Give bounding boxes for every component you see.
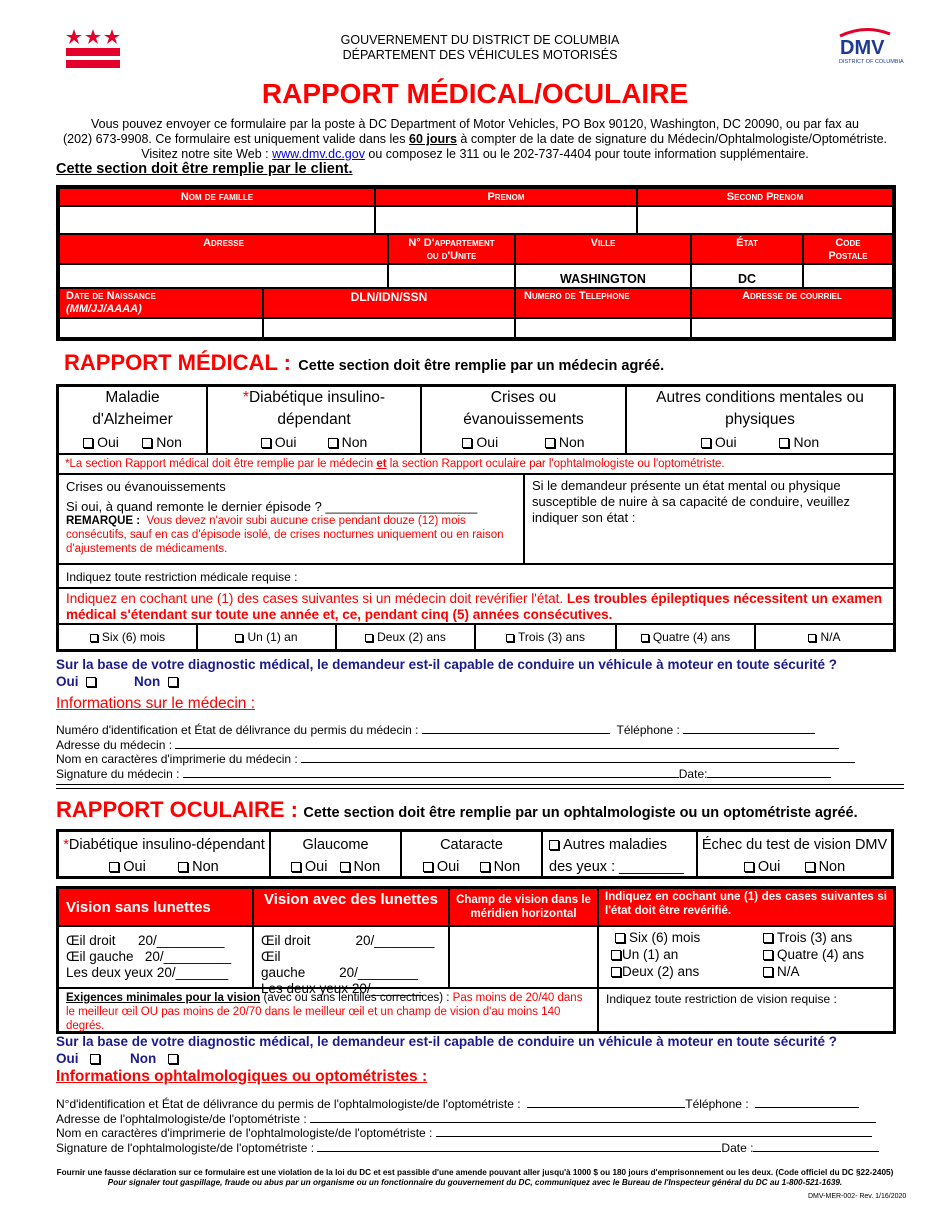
cataract-non-checkbox[interactable]: Non xyxy=(480,859,521,875)
form-id: DMV-MER-002- Rev. 1/16/2020 xyxy=(808,1193,907,1200)
state-header: État xyxy=(691,234,803,264)
other-oui-checkbox[interactable]: Oui xyxy=(701,434,737,450)
medical-safe-question: Sur la base de votre diagnostic médical, le demandeur est-il capable de conduire un véhicule à moteur en toute sécurité ? xyxy=(56,657,837,672)
diabetic-oui-checkbox[interactable]: Oui xyxy=(261,434,297,450)
vision-without-glasses-cell: Œil droit 20/_________ Œil gauche 20/_________ Les deux yeux 20/_______ xyxy=(58,926,253,988)
phone-header: Numero de Telephone xyxy=(515,288,691,318)
state-field[interactable]: DC xyxy=(691,264,803,288)
left-eye-with-field[interactable]: 20/________ xyxy=(339,965,418,980)
client-table xyxy=(56,185,896,341)
diabetic-cell: *Diabétique insulino- dépendant Oui Non xyxy=(207,386,421,454)
vision-recheck-options xyxy=(598,926,894,988)
section-divider xyxy=(56,784,904,789)
alzheimer-oui-checkbox[interactable]: Oui xyxy=(83,434,119,450)
period-na-checkbox[interactable]: N/A xyxy=(755,624,894,650)
seizure-detail-cell: Crises ou évanouissements Si oui, à quand remonte le dernier épisode ? _____________________ REMARQUE : Vous devez n'avoir subi aucune crise pendant douze (12) mois consécutifs, sauf en cas d'épisode isolé, de crises nocturnes uniquement ou en raison d'ajustements de médicaments. xyxy=(58,474,524,564)
right-eye-with-field[interactable]: 20/________ xyxy=(355,933,435,948)
optometrist-address-field[interactable] xyxy=(310,1112,876,1123)
left-eye-without-field[interactable]: 20/_________ xyxy=(144,949,232,964)
optometrist-phone-field[interactable] xyxy=(755,1097,859,1108)
doctor-info-block: Numéro d'identification et État de délivrance du permis du médecin : Téléphone : Adresse du médecin : Nom en caractères d'imprimerie du médecin : Signature du médecin : Date: xyxy=(56,723,896,781)
recheck-instructions: Indiquez en cochant une (1) des cases suivantes si un médecin doit revérifier l'état. Les troubles épileptiques nécessitent un examen médical s'étendant sur toute une année et, ce, pendant cinq (5) années consécutives. xyxy=(58,588,894,624)
recheck-period-row xyxy=(58,624,894,650)
vision-test-non-checkbox[interactable]: Non xyxy=(805,859,846,875)
gov-line-2: DÉPARTEMENT DES VÉHICULES MOTORISÉS xyxy=(342,48,618,62)
medical-note: *La section Rapport médical doit être remplie par le médecin et la section Rapport oculaire par l'ophtalmologiste ou l'optométriste. xyxy=(58,454,894,474)
optometrist-date-field[interactable] xyxy=(753,1141,879,1152)
ocular-diabetic-non-checkbox[interactable]: Non xyxy=(178,859,219,875)
diabetic-non-checkbox[interactable]: Non xyxy=(328,434,368,450)
middle-name-header: Second Prenom xyxy=(637,188,893,206)
doctor-license-field[interactable] xyxy=(422,723,610,734)
dob-field[interactable] xyxy=(59,318,263,338)
other-eye-disease-cell[interactable]: Autres maladies des yeux : ________ xyxy=(542,831,697,877)
period-three-years-checkbox[interactable]: Trois (3) ans xyxy=(475,624,616,650)
dmv-vision-test-cell: Échec du test de vision DMV Oui Non xyxy=(697,831,892,877)
zip-field[interactable] xyxy=(803,264,893,288)
middle-name-field[interactable] xyxy=(637,206,893,234)
footer-fraud-notice: Pour signaler tout gaspillage, fraude ou abus par un organisme ou un fonctionnaire du gouvernement du DC, communiquez avec le Bureau de l'Inspecteur général du DC au 1-800-521-1639. xyxy=(107,1178,843,1187)
vision-test-oui-checkbox[interactable]: Oui xyxy=(744,859,781,875)
optometrist-info-title: Informations ophtalmologiques ou optométristes : xyxy=(56,1068,428,1085)
vision-two-years-checkbox[interactable]: Deux (2) ans xyxy=(611,963,699,980)
ocular-safe-non-checkbox[interactable]: Non xyxy=(130,1051,182,1066)
intro-line-2: (202) 673-9908. Ce formulaire est uniquement valide dans les 60 jours à compter de la date de signature du Médecin/Ophtalmologiste/Optométriste. xyxy=(62,132,888,146)
other-conditions-cell: Autres conditions mentales ou physiques Oui Non xyxy=(626,386,894,454)
vision-three-years-checkbox[interactable]: Trois (3) ans xyxy=(763,929,881,946)
vision-recheck-header: Indiquez en cochant une (1) des cases suivantes si l'état doit être revérifié. xyxy=(598,888,894,926)
zip-header: Code Postale xyxy=(803,234,893,264)
intro-line-3: Visitez notre site Web : www.dmv.dc.gov ou composez le 311 ou le 202-737-4404 pour toute information supplémentaire. xyxy=(141,147,809,161)
seizures-non-checkbox[interactable]: Non xyxy=(545,434,585,450)
optometrist-name-field[interactable] xyxy=(436,1126,872,1137)
doctor-date-field[interactable] xyxy=(707,767,831,778)
ocular-safe-oui-checkbox[interactable]: Oui xyxy=(56,1051,104,1066)
page-title: RAPPORT MÉDICAL/OCULAIRE xyxy=(261,78,689,109)
ocular-diabetic-oui-checkbox[interactable]: Oui xyxy=(109,859,146,875)
vision-with-glasses-cell: Œil droit 20/________ Œil gauche 20/________ Les deux yeux 20/_______ xyxy=(253,926,449,988)
email-field[interactable] xyxy=(691,318,893,338)
optometrist-license-field[interactable] xyxy=(527,1097,685,1108)
both-eyes-without-field[interactable]: 20/_______ xyxy=(156,965,229,980)
doctor-address-field[interactable] xyxy=(175,738,839,749)
visual-field-cell[interactable] xyxy=(449,926,598,988)
optometrist-info-block: N°d'identification et État de délivrance du permis de l'ophtalmologiste/de l'optométriste : Téléphone : Adresse de l'ophtalmologiste/de l'optométriste : Nom en caractères d'imprimerie de l'ophtalmologiste/de l'optométriste : Signature de l'ophtalmologiste/de l'optométriste : Date : xyxy=(56,1097,896,1155)
vision-table xyxy=(56,886,896,1034)
dln-header: DLN/IDN/SSN xyxy=(263,288,515,318)
dmv-website-link[interactable]: www.dmv.dc.gov xyxy=(272,147,365,161)
optometrist-signature-field[interactable] xyxy=(317,1141,721,1152)
dmv-logo-subtext: DISTRICT OF COLUMBIA xyxy=(839,59,904,65)
footer-legal-notice: Fournir une fausse déclaration sur ce formulaire est une violation de la loi du DC et est passible d'une amende pouvant aller jusqu'à 1000 $ ou 180 jours d'emprisonnement ou les deux. (Code officiel du DC §22-2405) xyxy=(56,1168,894,1177)
last-episode-field[interactable]: Si oui, à quand remonte le dernier épisode ? _____________________ xyxy=(66,499,478,514)
vision-restriction-field[interactable]: Indiquez toute restriction de vision requise : xyxy=(598,988,894,1032)
dc-flag-logo xyxy=(66,28,120,70)
period-four-years-checkbox[interactable]: Quatre (4) ans xyxy=(616,624,755,650)
doctor-info-title: Informations sur le médecin : xyxy=(56,695,256,712)
address-header: Adresse xyxy=(59,234,388,264)
dmv-logo xyxy=(836,26,904,68)
doctor-phone-field[interactable] xyxy=(683,723,815,734)
cataract-oui-checkbox[interactable]: Oui xyxy=(423,859,460,875)
medical-safe-non-checkbox[interactable]: Non xyxy=(134,674,182,689)
first-name-header: Prenom xyxy=(375,188,637,206)
ocular-conditions-table xyxy=(56,829,894,879)
cataract-cell: Cataracte Oui Non xyxy=(401,831,542,877)
right-eye-without-field[interactable]: 20/_________ xyxy=(138,933,225,948)
doctor-signature-field[interactable] xyxy=(183,767,679,778)
visual-field-header: Champ de vision dans le méridien horizontal xyxy=(449,888,598,926)
address-field[interactable] xyxy=(59,264,388,288)
ocular-report-title: RAPPORT OCULAIRE : xyxy=(56,797,298,822)
ocular-diabetic-cell: *Diabétique insulino-dépendant Oui Non xyxy=(58,831,270,877)
other-non-checkbox[interactable]: Non xyxy=(779,434,819,450)
alzheimer-cell: Maladie d'Alzheimer Oui Non xyxy=(58,386,207,454)
dmv-logo-text: DMV xyxy=(840,37,885,59)
seizures-oui-checkbox[interactable]: Oui xyxy=(462,434,498,450)
doctor-name-field[interactable] xyxy=(301,752,855,763)
glaucoma-oui-checkbox[interactable]: Oui xyxy=(291,859,328,875)
client-section-title: Cette section doit être remplie par le client. xyxy=(56,161,353,177)
medical-safe-answers xyxy=(56,674,182,689)
medical-restriction-field[interactable]: Indiquez toute restriction médicale requise : xyxy=(58,564,894,588)
seizures-cell: Crises ou évanouissements Oui Non xyxy=(421,386,626,454)
vision-na-checkbox[interactable]: N/A xyxy=(763,963,881,980)
medical-report-subtitle: Cette section doit être remplie par un médecin agréé. xyxy=(298,358,665,374)
ocular-safe-question: Sur la base de votre diagnostic médical, le demandeur est-il capable de conduire un véhicule à moteur en toute sécurité ? xyxy=(56,1034,837,1049)
first-name-field[interactable] xyxy=(375,206,637,234)
ocular-report-subtitle: Cette section doit être remplie par un ophtalmologiste ou un optométriste agréé. xyxy=(303,805,858,821)
city-field[interactable]: WASHINGTON xyxy=(515,264,691,288)
intro-line-1: Vous pouvez envoyer ce formulaire par la poste à DC Department of Motor Vehicles, PO Box 90120, Washington, DC 20090, ou par fax au xyxy=(90,117,859,131)
glaucoma-cell: Glaucome Oui Non xyxy=(270,831,401,877)
vision-six-months-checkbox[interactable]: Six (6) mois xyxy=(611,929,700,946)
medical-report-title: RAPPORT MÉDICAL : xyxy=(64,350,291,375)
medical-safe-oui-checkbox[interactable]: Oui xyxy=(56,674,100,689)
alzheimer-non-checkbox[interactable]: Non xyxy=(142,434,182,450)
period-two-years-checkbox[interactable]: Deux (2) ans xyxy=(336,624,475,650)
period-six-months-checkbox[interactable]: Six (6) mois xyxy=(58,624,197,650)
last-name-header: Nom de famille xyxy=(59,188,375,206)
city-header: Ville xyxy=(515,234,691,264)
gov-line-1: GOUVERNEMENT DU DISTRICT DE COLUMBIA xyxy=(340,33,620,47)
min-vision-requirements: Exigences minimales pour la vision (avec ou sans lentilles correctrices) : Pas moins de 20/40 dans le meilleur œil OU pas moins de 20/70 dans le meilleur œil et un champ de vision d'au moins 140 degrés. xyxy=(58,988,598,1032)
phone-field[interactable] xyxy=(515,318,691,338)
vision-four-years-checkbox[interactable]: Quatre (4) ans xyxy=(763,946,881,963)
medical-table xyxy=(56,384,896,652)
both-eyes-with-field[interactable]: 20/_______ xyxy=(351,981,424,996)
mental-condition-cell[interactable]: Si le demandeur présente un état mental ou physique susceptible de nuire à sa capacité de conduire, veuillez indiquer son état : xyxy=(524,474,894,564)
vision-without-glasses-header: Vision sans lunettes xyxy=(58,888,253,926)
vision-one-year-checkbox[interactable]: Un (1) an xyxy=(611,946,678,963)
email-header: Adresse de courriel xyxy=(691,288,893,318)
glaucoma-non-checkbox[interactable]: Non xyxy=(340,859,381,875)
period-one-year-checkbox[interactable]: Un (1) an xyxy=(197,624,336,650)
dln-field[interactable] xyxy=(263,318,515,338)
ocular-safe-answers xyxy=(56,1051,182,1066)
apt-field[interactable] xyxy=(388,264,515,288)
apt-header: N° D'appartement ou d'Unite xyxy=(388,234,515,264)
last-name-field[interactable] xyxy=(59,206,375,234)
vision-with-glasses-header: Vision avec des lunettes xyxy=(253,888,449,926)
dob-header: Date de Naissance (MM/JJ/AAAA) xyxy=(59,288,263,318)
